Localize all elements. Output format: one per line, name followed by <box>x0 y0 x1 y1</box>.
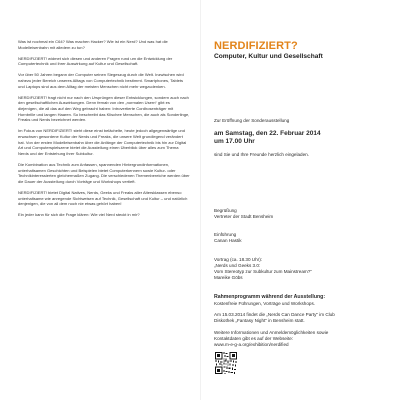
info-line2: Kontaktdaten gibt es auf der Webseite: <box>214 336 294 342</box>
exhibition-subtitle: Computer, Kultur und Gesellschaft <box>214 53 323 60</box>
party-line2: Diskothek „Fantasy Night“ in Bensheim statt. <box>214 318 305 324</box>
time-line: um 17.00 Uhr <box>214 138 255 146</box>
title-block <box>214 40 390 61</box>
paragraph: Die Kombination aus Technik zum Anfassen, spannenden Hintergrundinformationen, unterhaltsamen Geschichten und Beispielen bietet Computerkennern sowie Kultur- oder Technikinteressierten gleichermaßen Zugang. Die verschiedenen Themenbereiche werden über die Dauer der Ausstellung durch Vorträge und Workshops vertieft. <box>18 162 190 185</box>
info-line1: Weitere Informationen und Anmeldemöglichkeiten sowie <box>214 330 329 335</box>
greeting-block <box>214 208 394 220</box>
qr-code-icon[interactable] <box>215 352 237 374</box>
greeting-person: Vertreter der Stadt Bensheim <box>214 214 274 220</box>
paragraph: NERDIFIZIERT! widmet sich diesen und anderen Fragen rund um die Entwicklung der Computertechnik und ihrer Auswirkung auf Kultur und Gesellschaft. <box>18 55 173 67</box>
party-block <box>214 312 394 324</box>
talk-person: Mareike Göbs <box>214 275 243 281</box>
fold-line <box>200 0 201 400</box>
talk-title-line2: Vom Stereotyp zur Subkultur zum Mainstream?“ <box>214 269 312 275</box>
event-block <box>214 118 394 158</box>
intro-text: Zur Eröffnung der Sonderausstellung <box>214 118 290 123</box>
paragraph: Was ist nochmal ein C64? Was machen Hacker? Wie ist ein Nerd? Und was hat die Modelleisenbahn mit alledem zu tun? <box>18 39 168 50</box>
greeting-label: Begrüßung <box>214 208 237 213</box>
paragraph: NERDIFIZIERT! fragt nicht nur nach den Ursprüngen dieser Entwicklungen, sondern auch nach den gesellschaftlichen Auswirkungen. Denn fernab von den „normalen Usern“ gibt es diejenigen, die all das auf den Weg gebracht haben: Introvertierte Cordhosenträger mit Hornbrille und langen Haaren. So beschreibt das Klischee Menschen, die auch als Sonderlinge, Freaks und Nerds bezeichnet werden. <box>18 94 190 123</box>
invite-text: sind Sie und Ihre Freunde herzlich eingeladen. <box>214 152 309 158</box>
talk-block <box>214 257 394 281</box>
talk-title-line1: „Nerds und Geeks 3.0: <box>214 263 261 269</box>
program-block <box>214 294 394 307</box>
program-text: Kostenfreie Führungen, Vorträge und Workshops. <box>214 300 316 306</box>
paragraph: Im Fokus von NERDIFIZIERT! steht diese einst belächelte, heute jedoch allgegenwärtige und erwachsen gewordene Kultur der Nerds und Freaks, die unsere Welt grundlegend verändert hat. Von der ersten Modelleisenbahn über die Anfänge der Computertechnik bis hin zur Digital Art und Computerspielszene bietet die Ausstellung einen Überblick über alles zum Thema Nerds und der Entstehung ihrer Subkultur. <box>18 128 187 157</box>
date-line: am Samstag, den 22. Februar 2014 <box>214 130 321 138</box>
introduction-person: Canan Hastik <box>214 238 242 244</box>
website-link[interactable]: www.m-e-g-a.org/exhibition/nerdified <box>214 342 289 348</box>
left-column <box>18 39 190 224</box>
paragraph: NERDIFIZIERT! bietet Digital Natives, Nerds, Geeks und Freaks aller Altersklassen ebenso unterhaltsame wie anregende Sichtweisen auf Technik, Gesellschaft und Kultur – und natürlich denjenigen, die von all dem noch nie etwas gehört haben! <box>18 190 188 207</box>
party-line1: Am 15.03.2014 findet die „Nerds Can Dance Party“ im Club <box>214 312 335 317</box>
program-heading: Rahmenprogramm während der Ausstellung: <box>214 294 326 300</box>
introduction-label: Einführung <box>214 232 237 237</box>
exhibition-title: NERDIFIZIERT? <box>214 40 298 52</box>
introduction-block <box>214 232 394 244</box>
qr-code-graphic <box>215 352 237 374</box>
paragraph: Vor über 50 Jahren begann der Computer seinen Siegeszug durch die Welt. Inzwischen wird nahezu jeder Bereich unseres Alltags von Computertechnik bestimmt. Smartphones, Tablets und Laptops sind aus dem Alltag der meisten Menschen nicht mehr wegzudenken. <box>18 72 184 89</box>
info-block <box>214 330 394 348</box>
paragraph: Ein jeder kann für sich die Frage klären: Wie viel Nerd steckt in mir? <box>18 212 140 218</box>
talk-label: Vortrag (ca. 18.30 Uhr): <box>214 257 263 262</box>
